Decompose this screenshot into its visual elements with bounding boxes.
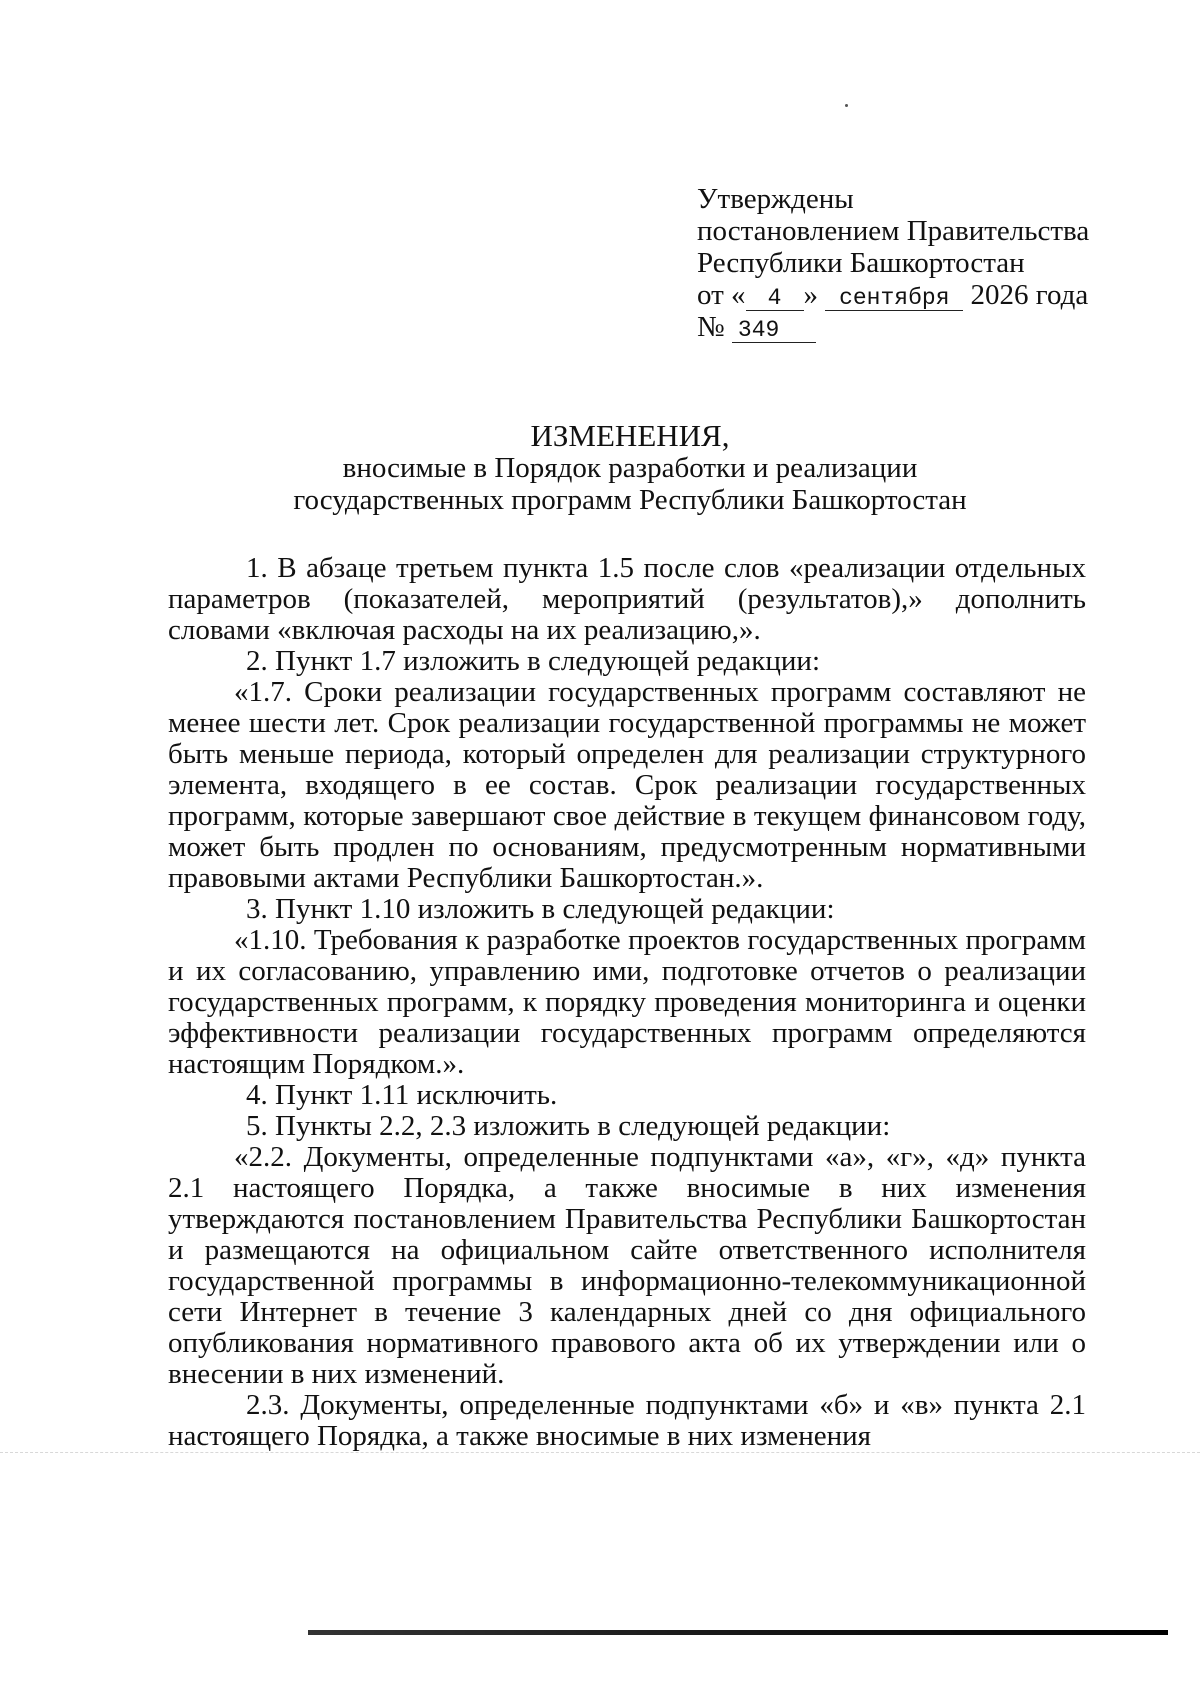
title-sub-2: государственных программ Республики Башкортостан: [293, 484, 967, 516]
paragraph-6: 4. Пункт 1.11 исключить.: [246, 1079, 558, 1111]
approval-stamp: [697, 183, 1089, 343]
scan-speck: [845, 104, 848, 107]
paragraph-4: 3. Пункт 1.10 изложить в следующей редакции:: [246, 893, 835, 925]
number-value: 349: [732, 318, 816, 343]
paragraph-7: 5. Пункты 2.2, 2.3 изложить в следующей редакции:: [246, 1110, 891, 1142]
approval-line-3: Республики Башкортостан: [697, 247, 1025, 279]
paragraph-2: 2. Пункт 1.7 изложить в следующей редакции:: [246, 645, 821, 677]
title-main: ИЗМЕНЕНИЯ,: [530, 418, 730, 453]
approval-number: [697, 311, 1089, 343]
date-prefix: от «: [697, 279, 746, 311]
scan-fold-line: [0, 1452, 1200, 1453]
paragraph-5: «1.10. Требования к разработке проектов государственных программ и их согласованию, управлению ими, подготовке отчетов о реализации государственных программ, к порядку проведения мониторинга и оценки эффективности реализации государственных программ определяются настоящим Порядком.».: [168, 924, 1086, 1080]
paragraph-1: 1. В абзаце третьем пункта 1.5 после слов «реализации отдельных параметров (показателей, мероприятий (результатов),» дополнить словами «включая расходы на их реализацию,».: [168, 552, 1086, 646]
number-prefix: №: [697, 311, 725, 343]
paragraph-9: 2.3. Документы, определенные подпунктами «б» и «в» пункта 2.1 настоящего Порядка, а также вносимые в них изменения: [168, 1389, 1086, 1452]
date-month: сентября: [825, 286, 963, 311]
approval-date: [697, 279, 1089, 311]
approval-line-2: постановлением Правительства: [697, 215, 1090, 247]
document-body: [168, 553, 1086, 1452]
paragraph-3: «1.7. Сроки реализации государственных программ составляют не менее шести лет. Срок реализации государственной программы не может быть меньше периода, который определен для реализации структурного элемента, входящего в ее состав. Срок реализации государственных программ, которые завершают свое действие в текущем финансовом году, может быть продлен по основаниям, предусмотренным нормативными правовыми актами Республики Башкортостан.».: [168, 676, 1086, 894]
date-year: 2026 года: [970, 279, 1089, 311]
approval-line-1: Утверждены: [697, 183, 854, 215]
title-sub-1: вносимые в Порядок разработки и реализации: [342, 452, 918, 484]
document-title: [170, 420, 1090, 516]
paragraph-8: «2.2. Документы, определенные подпунктами «а», «г», «д» пункта 2.1 настоящего Порядка, а также вносимые в них изменения утверждаются постановлением Правительства Республики Башкортостан и размещаются на официальном сайте ответственного исполнителя государственной программы в информационно-телекоммуникационной сети Интернет в течение 3 календарных дней со дня официального опубликования нормативного правового акта об их утверждении или о внесении в них изменений.: [168, 1141, 1086, 1390]
date-mid: »: [803, 279, 819, 311]
date-day: 4: [746, 286, 804, 311]
scan-bottom-edge: [308, 1630, 1168, 1635]
